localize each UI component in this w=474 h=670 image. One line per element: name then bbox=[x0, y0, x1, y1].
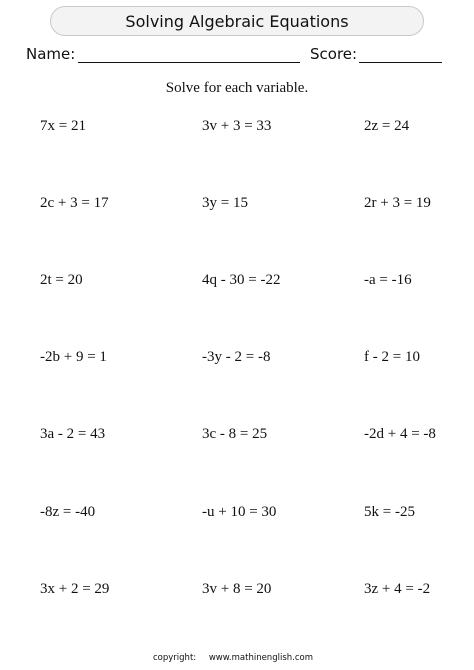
equation-item: -a = -16 bbox=[364, 272, 412, 288]
equation-item: 2c + 3 = 17 bbox=[40, 195, 109, 211]
instructions: Solve for each variable. bbox=[165, 80, 309, 96]
equation-item: -2d + 4 = -8 bbox=[364, 426, 436, 442]
equation-item: 3v + 8 = 20 bbox=[202, 581, 272, 597]
worksheet-title: Solving Algebraic Equations bbox=[125, 11, 349, 31]
equation-item: f - 2 = 10 bbox=[364, 349, 420, 365]
name-label: Name: bbox=[26, 45, 76, 63]
equation-item: 4q - 30 = -22 bbox=[202, 272, 281, 288]
equation-item: 2z = 24 bbox=[364, 118, 410, 134]
score-label: Score: bbox=[310, 45, 358, 63]
equation-item: 3a - 2 = 43 bbox=[40, 426, 106, 442]
equation-item: 3c - 8 = 25 bbox=[202, 426, 268, 442]
equation-item: 2t = 20 bbox=[40, 272, 83, 288]
website-url: www.mathinenglish.com bbox=[208, 653, 313, 663]
equation-item: 3x + 2 = 29 bbox=[40, 581, 110, 597]
equation-item: -3y - 2 = -8 bbox=[202, 349, 271, 365]
equation-item: -8z = -40 bbox=[40, 504, 96, 520]
equation-item: 2r + 3 = 19 bbox=[364, 195, 431, 211]
copyright-label: copyright: bbox=[153, 653, 197, 663]
equation-item: -2b + 9 = 1 bbox=[40, 349, 107, 365]
score-line bbox=[359, 62, 442, 63]
equation-item: 7x = 21 bbox=[40, 118, 86, 134]
footer bbox=[153, 653, 313, 663]
equation-item: 3z + 4 = -2 bbox=[364, 581, 431, 597]
equation-item: 3v + 3 = 33 bbox=[202, 118, 272, 134]
equation-item: -u + 10 = 30 bbox=[202, 504, 277, 520]
equation-item: 3y = 15 bbox=[202, 195, 248, 211]
equation-item: 5k = -25 bbox=[364, 504, 415, 520]
worksheet-title-box bbox=[50, 6, 424, 36]
name-line bbox=[78, 62, 300, 63]
